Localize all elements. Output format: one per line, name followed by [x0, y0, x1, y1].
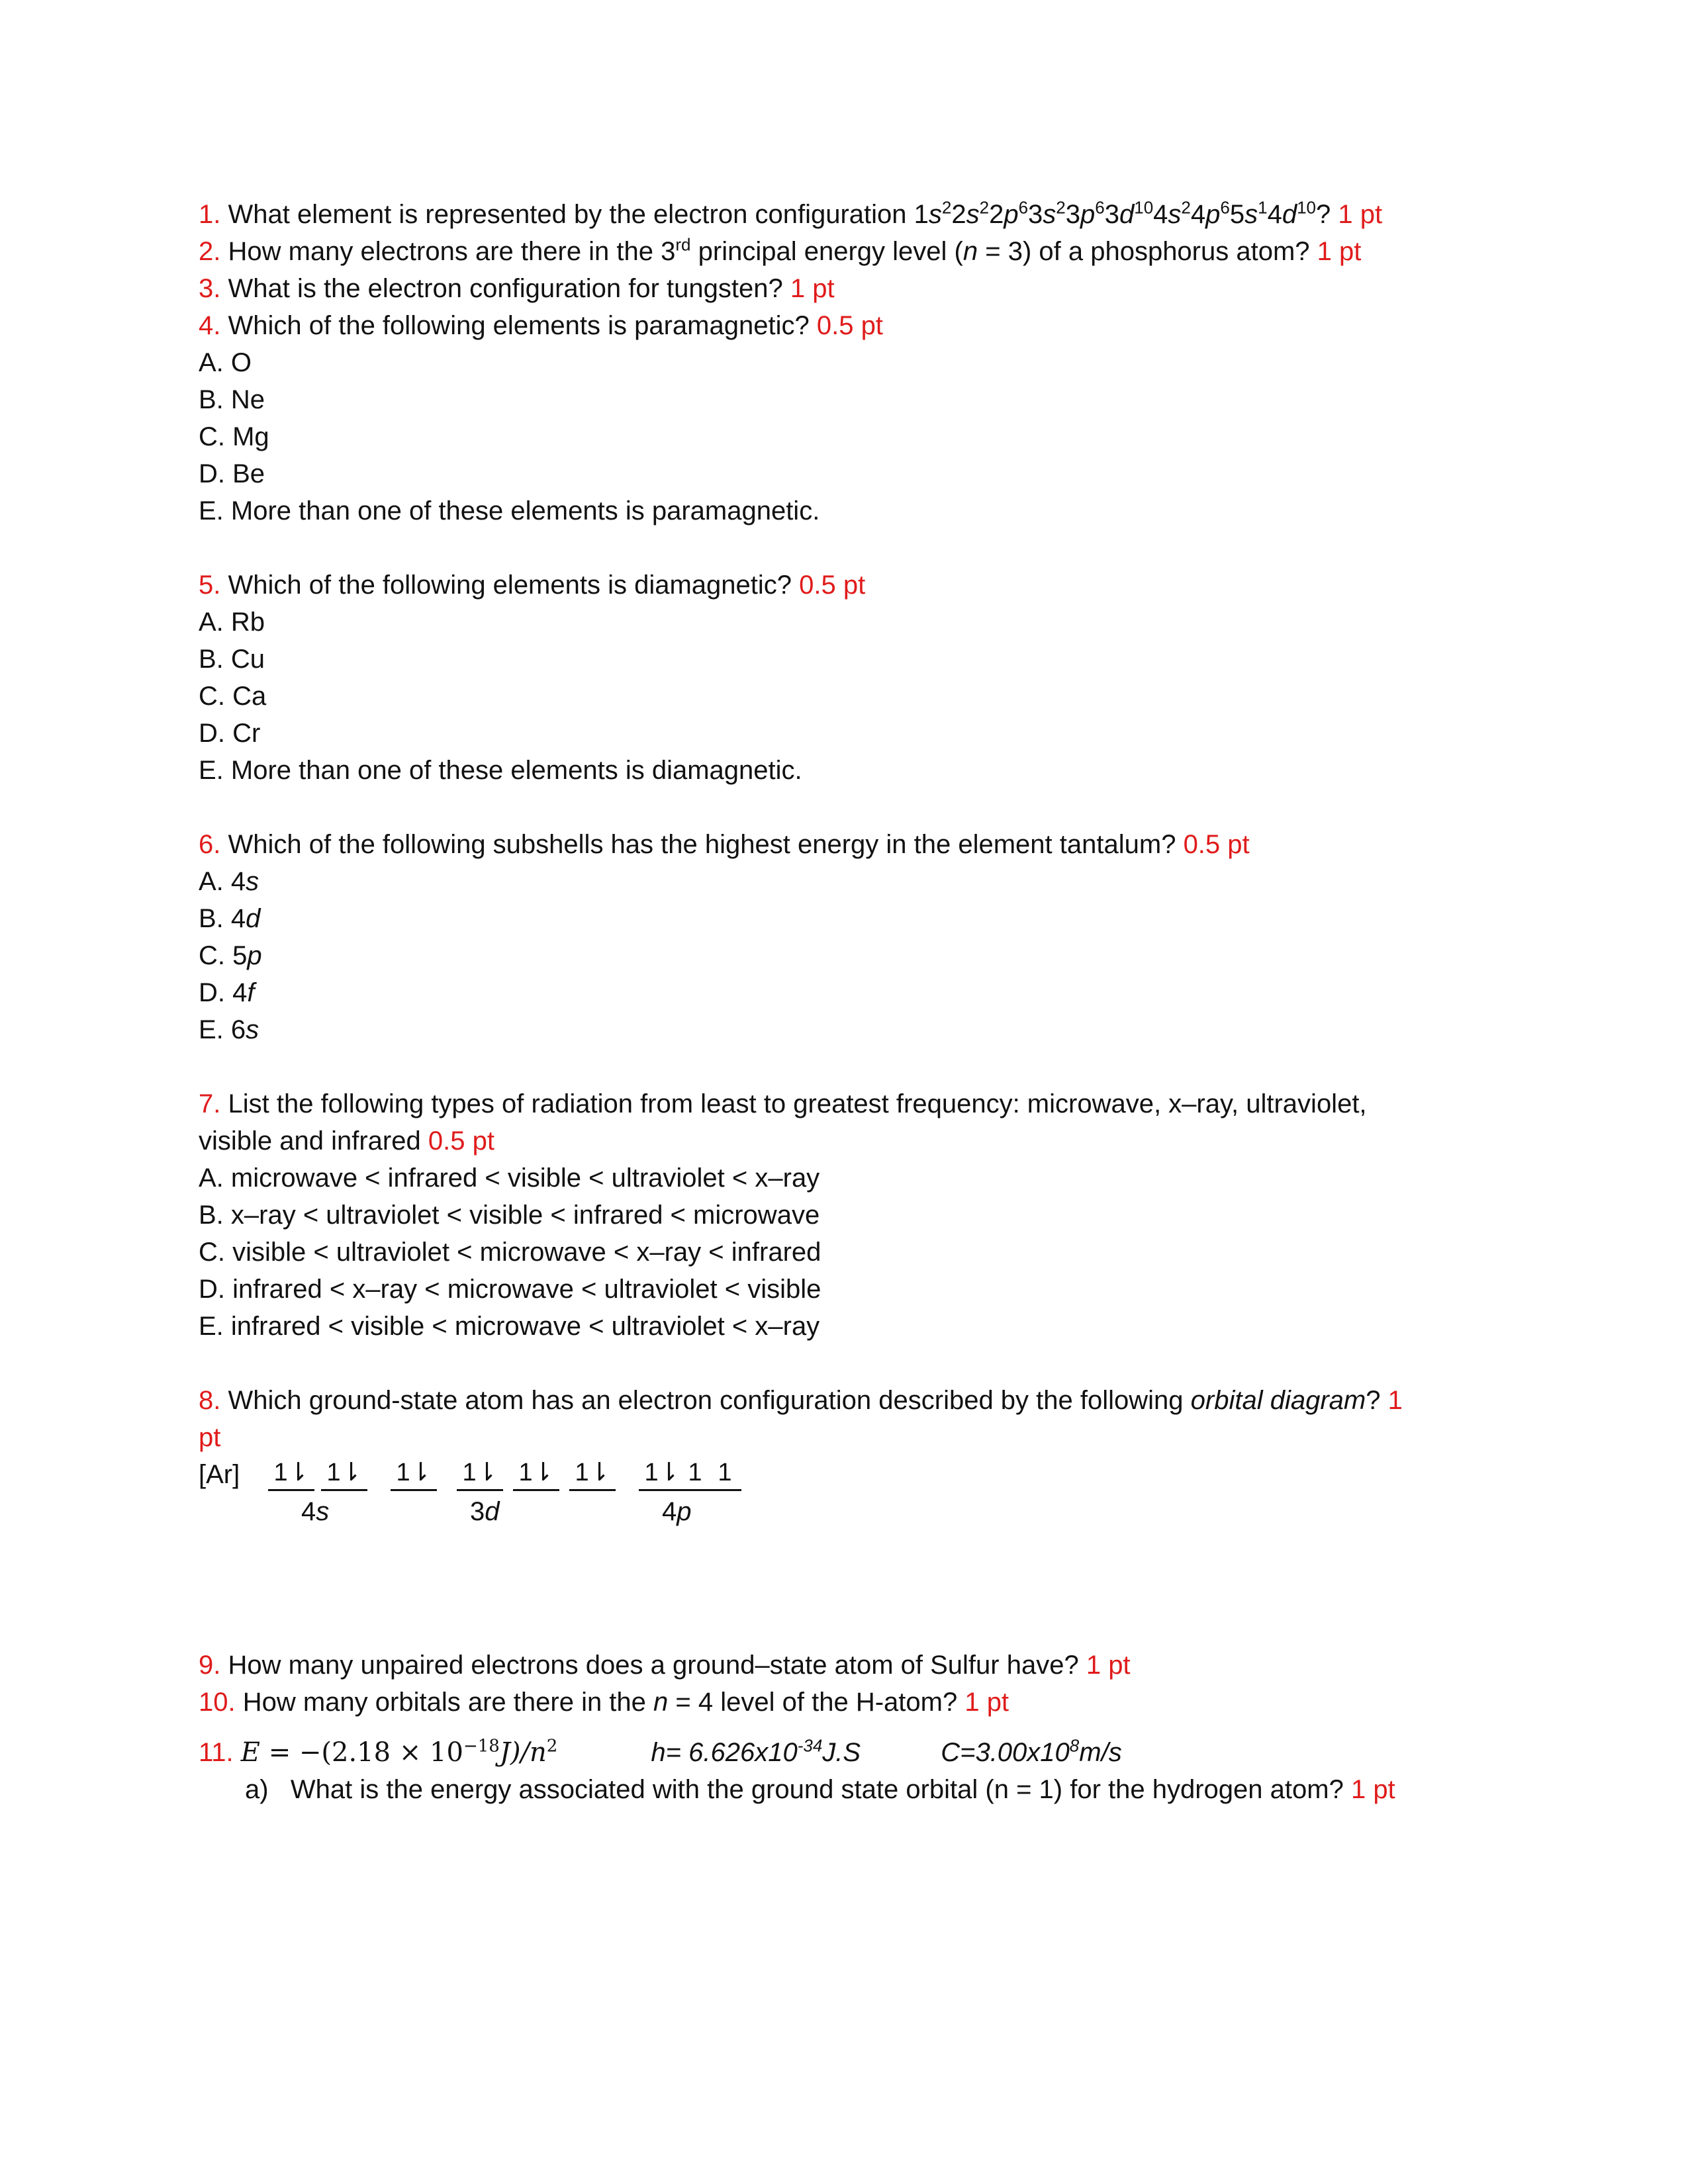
orbital-box: 1⇂ — [268, 1456, 314, 1491]
variable-n: n — [653, 1688, 669, 1717]
orbital-diagram — [199, 1456, 1523, 1535]
energy-equation: $E = -(2.18 \times 10^{-18}J)/n^2$ — [240, 1736, 558, 1768]
points: 0.5 pt — [816, 311, 883, 340]
worksheet — [199, 196, 1523, 1808]
speed-of-light: $C=3.00x10^8m/s$ — [941, 1735, 1122, 1767]
question-text: What element is represented by the electron configuration — [228, 200, 907, 229]
question-7-cont — [199, 1122, 1523, 1160]
option: B. 4d — [199, 904, 261, 933]
question-3 — [199, 270, 1523, 307]
option: D. Cr — [199, 719, 261, 748]
option: A. microwave < infrared < visible < ultraviolet < x–ray — [199, 1163, 820, 1193]
question-text: What is the energy associated with the ground state orbital (n = 1) for the hydrogen atom? — [290, 1775, 1344, 1804]
question-7 — [199, 1085, 1523, 1122]
question-number: 10. — [199, 1688, 236, 1717]
orbital-box: 1⇂ — [457, 1456, 503, 1491]
points: 1 pt — [1317, 237, 1362, 266]
question-11 — [199, 1734, 1523, 1771]
question-number: 9. — [199, 1651, 221, 1680]
question-text: Which of the following elements is paramagnetic? — [228, 311, 810, 340]
subshell-label: 4s — [301, 1497, 330, 1526]
question-text: visible and infrared — [199, 1126, 421, 1156]
question-6 — [199, 826, 1523, 863]
orbital-box: 1⇂ — [391, 1456, 437, 1491]
question-text: List the following types of radiation from least to greatest frequency: microwave, x–ray, ultraviolet, — [228, 1089, 1367, 1118]
question-11a — [199, 1771, 1523, 1808]
question-number: 3. — [199, 274, 221, 303]
electron-configuration: $1s^22s^22p^63s^23p^63d^{10}4s^24p^65s^14d^{10}$? — [914, 197, 1331, 229]
option: A. 4s — [199, 867, 259, 896]
question-emphasis: orbital diagram — [1190, 1386, 1366, 1415]
question-number: 8. — [199, 1386, 221, 1415]
points: 1 pt — [790, 274, 835, 303]
option: E. More than one of these elements is paramagnetic. — [199, 496, 820, 525]
orbital-box: 1⇂ — [639, 1456, 685, 1491]
superscript: rd — [675, 234, 691, 255]
question-text: Which of the following elements is diamagnetic? — [228, 570, 792, 600]
question-number: 5. — [199, 570, 221, 600]
orbital-box: 1⇂ — [569, 1456, 616, 1491]
orbital-box: 1⇂ — [321, 1456, 367, 1491]
question-number: 1. — [199, 200, 221, 229]
question-number: 2. — [199, 237, 221, 266]
variable-n: n — [962, 237, 978, 266]
points: pt — [199, 1423, 221, 1452]
question-4 — [199, 307, 1523, 344]
subshell-label: 3d — [470, 1497, 500, 1526]
option: B. Ne — [199, 385, 265, 414]
option: D. 4f — [199, 978, 255, 1007]
option: B. x–ray < ultraviolet < visible < infrared < microwave — [199, 1201, 820, 1230]
points: 1 pt — [964, 1688, 1009, 1717]
question-text: What is the electron configuration for tungsten? — [228, 274, 783, 303]
question-text: Which of the following subshells has the highest energy in the element tantalum? — [228, 830, 1176, 859]
option: A. O — [199, 348, 252, 377]
option: A. Rb — [199, 608, 265, 637]
question-5 — [199, 567, 1523, 604]
option: D. Be — [199, 459, 265, 488]
option: D. infrared < x–ray < microwave < ultraviolet < visible — [199, 1275, 821, 1304]
points: 0.5 pt — [799, 570, 866, 600]
question-8: 8. Which ground-state atom has an electron configuration described by the following orbital diagram? 1 — [199, 1386, 1403, 1415]
question-text: = 3) of a phosphorus atom? — [985, 237, 1310, 266]
option: C. Ca — [199, 682, 267, 711]
option: B. Cu — [199, 645, 265, 674]
points: 1 — [1387, 1386, 1403, 1415]
option: C. Mg — [199, 422, 269, 451]
planck-constant: $h= 6.626x10^{-34}J.S$ — [651, 1735, 861, 1767]
question-text: = 4 level of the H-atom? — [675, 1688, 958, 1717]
subshell-label: 4p — [662, 1497, 692, 1526]
option: E. infrared < visible < microwave < ultraviolet < x–ray — [199, 1312, 820, 1341]
question-text: How many electrons are there in the 3 — [228, 237, 676, 266]
question-number: 4. — [199, 311, 221, 340]
question-1 — [199, 196, 1523, 233]
question-text: How many orbitals are there in the — [242, 1688, 646, 1717]
points: 1 pt — [1350, 1775, 1395, 1804]
question-text: Which ground-state atom has an electron configuration described by the following — [228, 1386, 1184, 1415]
orbital-box: 1 — [679, 1456, 712, 1491]
question-text: principal energy level ( — [698, 237, 963, 266]
orbital-box: 1 — [708, 1456, 741, 1491]
option: C. 5p — [199, 941, 262, 970]
points: 1 pt — [1086, 1651, 1131, 1680]
question-number: 6. — [199, 830, 221, 859]
sub-question-label: a) — [245, 1775, 269, 1804]
option: E. More than one of these elements is diamagnetic. — [199, 756, 802, 785]
question-number: 7. — [199, 1089, 221, 1118]
core-notation: [Ar] — [199, 1460, 240, 1489]
points: 0.5 pt — [428, 1126, 494, 1156]
points: 1 pt — [1338, 200, 1383, 229]
question-text: How many unpaired electrons does a ground–state atom of Sulfur have? — [228, 1651, 1079, 1680]
question-9 — [199, 1647, 1523, 1684]
option: E. 6s — [199, 1015, 259, 1044]
question-2 — [199, 233, 1523, 270]
orbital-box: 1⇂ — [513, 1456, 559, 1491]
question-number: 11. — [199, 1738, 234, 1767]
option: C. visible < ultraviolet < microwave < x–ray < infrared — [199, 1238, 821, 1267]
question-10 — [199, 1684, 1523, 1721]
points: 0.5 pt — [1183, 830, 1250, 859]
